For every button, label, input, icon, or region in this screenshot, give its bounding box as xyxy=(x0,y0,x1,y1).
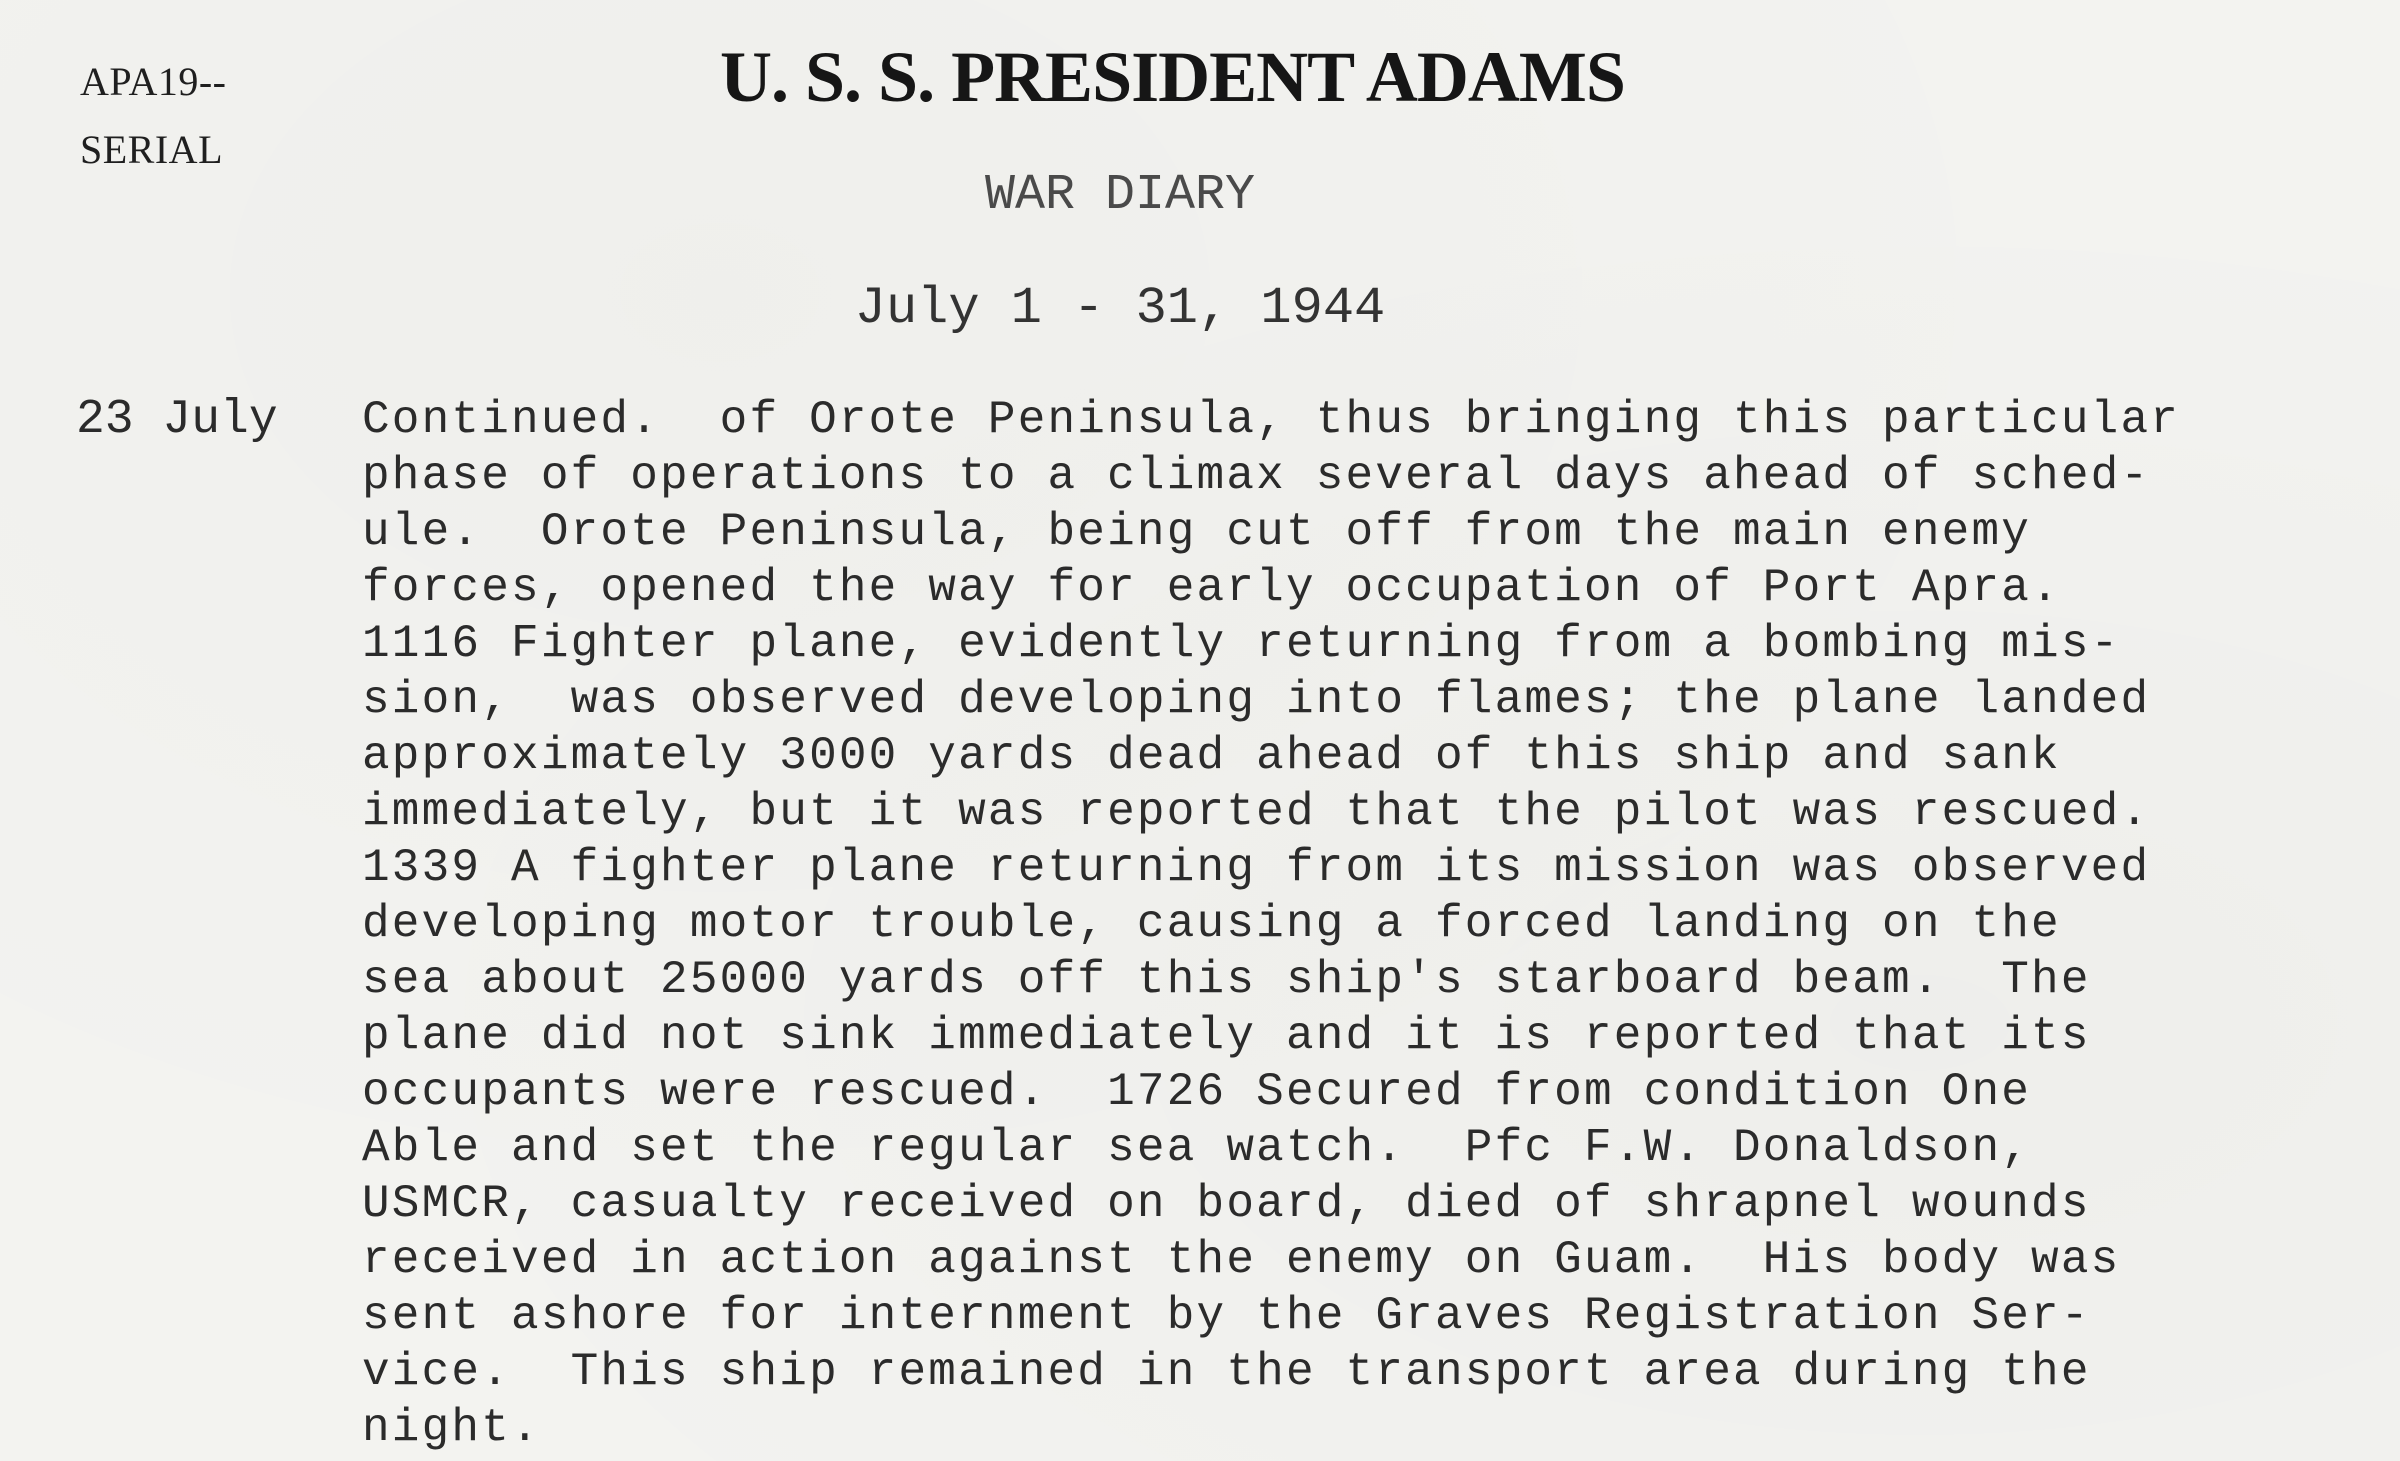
serial-label: SERIAL xyxy=(80,127,223,172)
entry-text-line: 1116 Fighter plane, evidently returning from a bombing mis- xyxy=(362,618,2121,670)
entry-text-line: forces, opened the way for early occupation of Port Apra. xyxy=(362,562,2061,614)
entry-text-line: occupants were rescued. 1726 Secured from condition One xyxy=(362,1066,2032,1118)
entry-text-line: developing motor trouble, causing a forced landing on the xyxy=(362,898,2061,950)
entry-text-line: vice. This ship remained in the transport area during the xyxy=(362,1346,2091,1398)
entry-date: 23 July xyxy=(76,393,278,447)
date-range-heading: July 1 - 31, 1944 xyxy=(854,279,1386,338)
document-code: APA19-- xyxy=(80,59,227,104)
entry-text-line: 1339 A fighter plane returning from its mission was observed xyxy=(362,842,2151,894)
entry-text-line: sea about 25000 yards off this ship's starboard beam. The xyxy=(362,954,2091,1006)
ship-name-title: U. S. S. PRESIDENT ADAMS xyxy=(720,37,1625,117)
entry-text-line: received in action against the enemy on Guam. His body was xyxy=(362,1234,2121,1286)
entry-text-line: immediately, but it was reported that the pilot was rescued. xyxy=(362,786,2151,838)
entry-text-line: night. xyxy=(362,1402,541,1454)
entry-text-line: Continued. of Orote Peninsula, thus bringing this particular xyxy=(362,394,2181,446)
document-type-heading: WAR DIARY xyxy=(984,167,1256,224)
entry-text-line: Able and set the regular sea watch. Pfc F.W. Donaldson, xyxy=(362,1122,2032,1174)
entry-text-line: sion, was observed developing into flames; the plane landed xyxy=(362,674,2151,726)
entry-text-line: USMCR, casualty received on board, died of shrapnel wounds xyxy=(362,1178,2091,1230)
entry-text-line: plane did not sink immediately and it is reported that its xyxy=(362,1010,2091,1062)
entry-text-line: approximately 3000 yards dead ahead of this ship and sank xyxy=(362,730,2061,782)
entry-text-body xyxy=(362,392,2180,1456)
entry-text-line: ule. Orote Peninsula, being cut off from the main enemy xyxy=(362,506,2032,558)
entry-text-line: sent ashore for internment by the Graves Registration Ser- xyxy=(362,1290,2091,1342)
entry-text-line: phase of operations to a climax several days ahead of sched- xyxy=(362,450,2151,502)
document-code-block xyxy=(80,48,227,184)
